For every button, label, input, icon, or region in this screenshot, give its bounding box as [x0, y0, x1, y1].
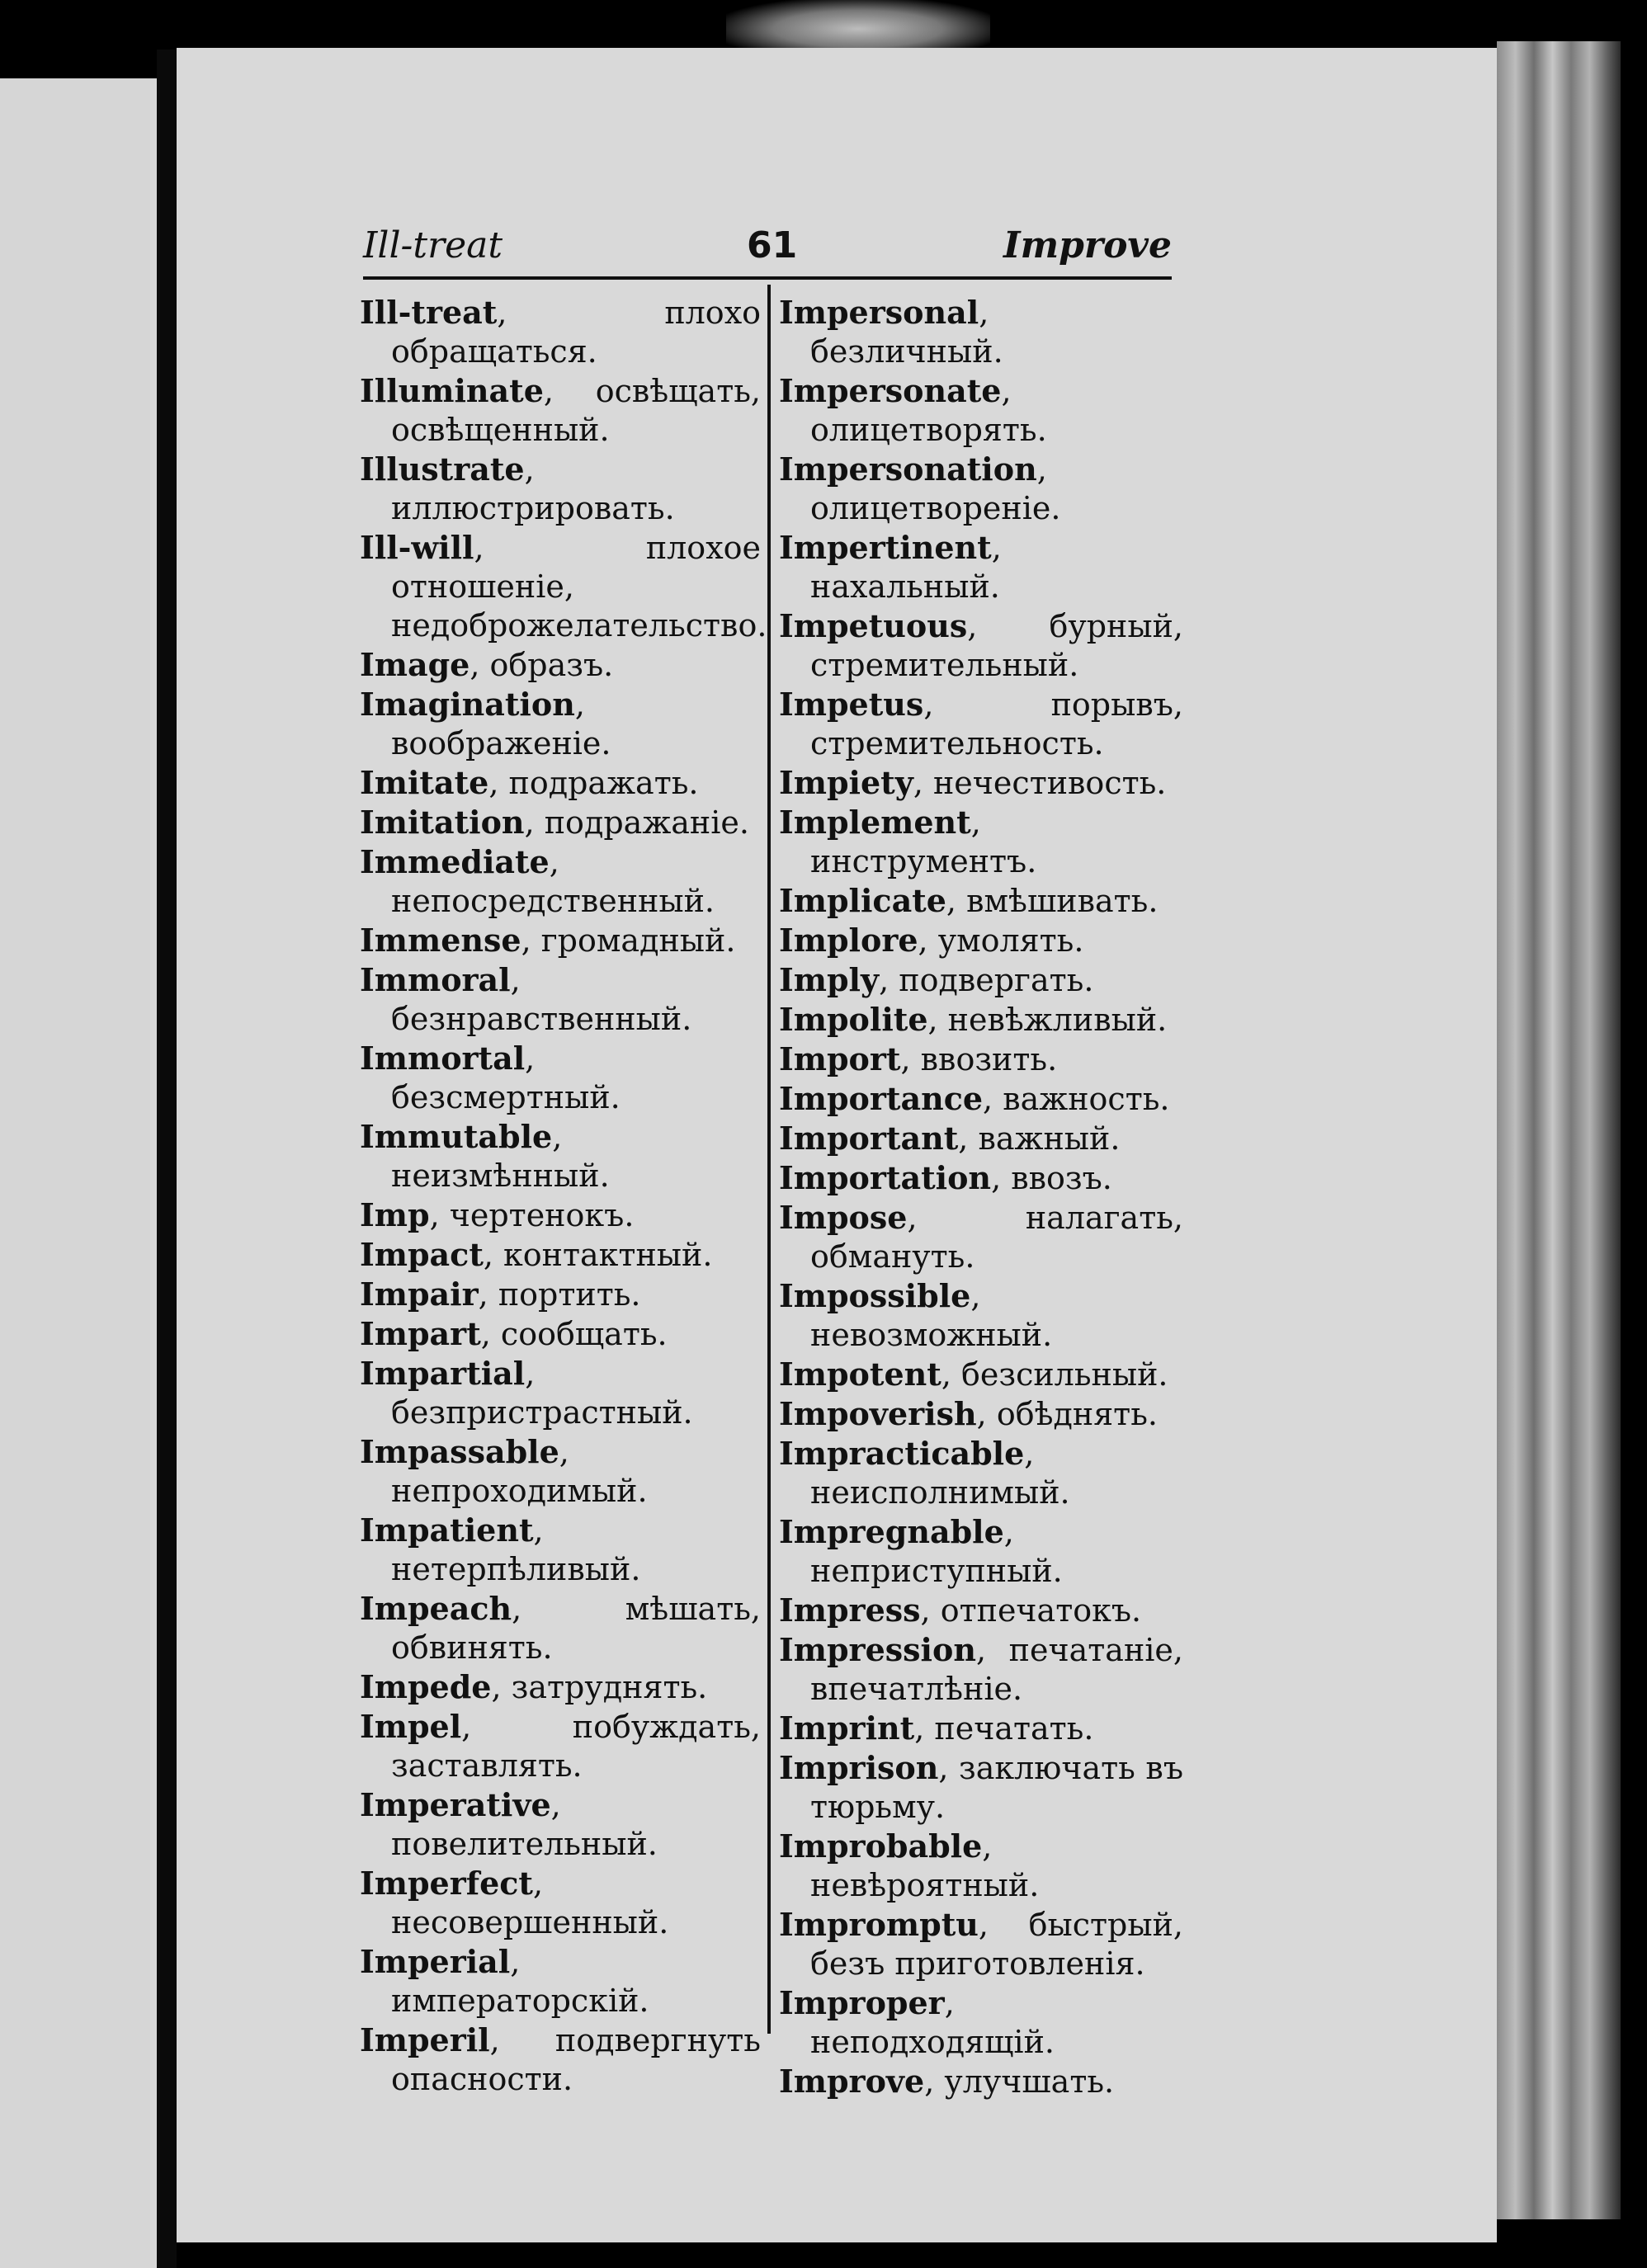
entry-headword: Image — [360, 646, 470, 683]
dictionary-entry: Immortal, безсмертный. — [360, 1040, 621, 1115]
entry-definition: непосредственный. — [391, 883, 715, 919]
entry-definition: повелительный. — [391, 1826, 658, 1862]
dictionary-entry: Impersonation, олицетворенie. — [779, 450, 1061, 526]
dictionary-entry: Improper, неподходящiй. — [779, 1984, 1055, 2060]
entry-definition: обѣднять. — [996, 1396, 1158, 1432]
entry-definition: подвергать. — [899, 962, 1094, 998]
dictionary-entry: Impede, затруднять. — [360, 1668, 708, 1705]
dictionary-entry: Impression, печатанie, впечатлѣнie. — [779, 1631, 1183, 1707]
entry-definition: отпечатокъ. — [940, 1592, 1142, 1629]
entry-headword: Import — [779, 1040, 901, 1077]
dictionary-entry: Impromptu, быстрый, безъ приготовленiя. — [779, 1906, 1183, 1982]
dictionary-entry: Impart, сообщать. — [360, 1315, 668, 1352]
entry-headword: Impact — [360, 1236, 484, 1273]
dictionary-entry: Imperative, повелительный. — [360, 1786, 658, 1862]
dictionary-entry: Impossible, невозможный. — [779, 1277, 1053, 1353]
entry-headword: Impersonal — [779, 294, 979, 331]
entry-definition: побуждать, заставлять. — [391, 1709, 761, 1784]
entry-headword: Imperative — [360, 1786, 551, 1823]
entry-headword: Impregnable — [779, 1513, 1004, 1550]
page-number: 61 — [747, 224, 798, 266]
dictionary-entry: Imprint, печатать. — [779, 1709, 1094, 1747]
entry-headword: Impiety — [779, 764, 913, 801]
guide-word-first: Ill-treat — [363, 224, 503, 266]
dictionary-entry: Impolite, невѣжливый. — [779, 1001, 1168, 1038]
dictionary-entry: Important, важный. — [779, 1120, 1121, 1157]
dictionary-entry: Impose, налагать, обмануть. — [779, 1199, 1183, 1275]
entry-definition: портить. — [498, 1276, 641, 1313]
dictionary-entry: Imperial, императорскiй. — [360, 1943, 649, 2019]
column-divider — [767, 285, 771, 2034]
entry-headword: Impotent — [779, 1356, 941, 1393]
dictionary-entry: Importation, ввозъ. — [779, 1159, 1112, 1196]
dictionary-entry: Immediate, непосредственный. — [360, 843, 715, 919]
entry-headword: Impassable — [360, 1433, 559, 1470]
entry-headword: Impoverish — [779, 1395, 977, 1432]
entry-headword: Impertinent — [779, 529, 992, 566]
entry-headword: Imitate — [360, 764, 489, 801]
entry-headword: Importance — [779, 1080, 984, 1117]
entry-definition: воображенie. — [391, 725, 611, 762]
dictionary-entry: Importance, важность. — [779, 1080, 1170, 1117]
dictionary-entry: Impoverish, обѣднять. — [779, 1395, 1158, 1432]
guide-word-last: Improve — [1003, 224, 1172, 266]
entry-headword: Imitation — [360, 804, 525, 841]
dictionary-entry: Imperil, подвергнуть опасности. — [360, 2021, 761, 2097]
entry-definition: подвергнуть опасности. — [391, 2022, 761, 2097]
dictionary-entry: Impress, отпечатокъ. — [779, 1591, 1142, 1629]
entry-definition: мѣшать, обвинять. — [391, 1591, 761, 1666]
entry-definition: нетерпѣливый. — [391, 1551, 641, 1587]
dictionary-entry: Illuminate, освѣщать, освѣщенный. — [360, 372, 761, 448]
dictionary-entry: Impersonal, безличный. — [779, 294, 1003, 370]
entry-definition: безсмертный. — [391, 1079, 621, 1115]
entry-headword: Imperil — [360, 2021, 490, 2058]
entry-headword: Ill-treat — [360, 294, 498, 331]
dictionary-entry: Impregnable, неприступный. — [779, 1513, 1063, 1589]
entry-definition: неизмѣнный. — [391, 1158, 610, 1194]
entry-headword: Imprint — [779, 1709, 915, 1747]
dictionary-entry: Illustrate, иллюстрировать. — [360, 450, 675, 526]
entry-headword: Improper — [779, 1984, 945, 2021]
dictionary-entry: Improbable, невѣроятный. — [779, 1827, 1040, 1903]
book-gutter — [157, 50, 177, 2268]
dictionary-entry: Implicate, вмѣшивать. — [779, 882, 1159, 919]
dictionary-entry: Imperfect, несовершенный. — [360, 1865, 669, 1940]
dictionary-entry: Impatient, нетерпѣливый. — [360, 1511, 641, 1587]
entry-headword: Imprison — [779, 1749, 939, 1786]
dictionary-entry: Impersonate, олицетворять. — [779, 372, 1047, 448]
dictionary-entry: Impetus, порывъ, стремительность. — [779, 686, 1183, 762]
entry-definition: вмѣшивать. — [966, 883, 1159, 919]
entry-definition: безпристрастный. — [391, 1394, 693, 1431]
entry-definition: императорскiй. — [391, 1983, 649, 2019]
entry-headword: Impersonation — [779, 450, 1037, 488]
dictionary-entry: Impassable, непроходимый. — [360, 1433, 648, 1509]
dictionary-entry: Impact, контактный. — [360, 1236, 713, 1273]
entry-definition: печатать. — [934, 1710, 1094, 1747]
dictionary-entry: Imitate, подражать. — [360, 764, 699, 801]
entry-headword: Impatient — [360, 1511, 534, 1549]
entry-headword: Immutable — [360, 1118, 553, 1155]
entry-definition: неприступный. — [810, 1553, 1063, 1589]
entry-definition: затруднять. — [511, 1669, 708, 1705]
entry-definition: чертенокъ. — [449, 1197, 635, 1233]
entry-headword: Illuminate — [360, 372, 544, 409]
entry-definition: умолять. — [937, 922, 1084, 959]
entry-headword: Impetus — [779, 686, 924, 723]
entry-headword: Imperfect — [360, 1865, 533, 1902]
entry-headword: Implicate — [779, 882, 946, 919]
entry-headword: Impolite — [779, 1001, 928, 1038]
entry-headword: Impede — [360, 1668, 492, 1705]
entry-definition: иллюстрировать. — [391, 490, 675, 526]
page-block-edge — [1497, 41, 1621, 2219]
entry-definition: нечестивость. — [932, 765, 1167, 801]
entry-definition: несовершенный. — [391, 1904, 669, 1940]
dictionary-entry: Impetuous, бурный, стремительный. — [779, 607, 1183, 683]
dictionary-entry: Image, образъ. — [360, 646, 614, 683]
entry-headword: Impel — [360, 1708, 462, 1745]
entry-definition: громадный. — [540, 922, 736, 959]
entry-headword: Improve — [779, 2063, 925, 2100]
dictionary-entry: Implore, умолять. — [779, 922, 1084, 959]
dictionary-entry: Import, ввозить. — [779, 1040, 1058, 1077]
entry-definition: невозможный. — [810, 1317, 1053, 1353]
dictionary-entry: Immoral, безнравственный. — [360, 961, 692, 1037]
dictionary-entry: Immense, громадный. — [360, 922, 736, 959]
dictionary-entry: Improve, улучшать. — [779, 2063, 1115, 2100]
dictionary-entry: Imp, чертенокъ. — [360, 1196, 635, 1233]
entry-headword: Implore — [779, 922, 918, 959]
dictionary-entry: Impiety, нечестивость. — [779, 764, 1167, 801]
entry-headword: Important — [779, 1120, 959, 1157]
entry-definition: ввозить. — [920, 1041, 1058, 1077]
right-column — [779, 293, 1183, 2101]
entry-headword: Illustrate — [360, 450, 525, 488]
entry-definition: безнравственный. — [391, 1001, 692, 1037]
entry-definition: неисполнимый. — [810, 1474, 1070, 1511]
dictionary-entry: Impotent, безсильный. — [779, 1356, 1168, 1393]
entry-headword: Imp — [360, 1196, 430, 1233]
entry-definition: бурный, стремительный. — [810, 608, 1183, 683]
entry-headword: Impersonate — [779, 372, 1002, 409]
entry-headword: Ill-will — [360, 529, 474, 566]
dictionary-entry: Ill-will, плохое отношенie, недоброжелательство. — [360, 529, 767, 644]
dictionary-entry: Impertinent, нахальный. — [779, 529, 1002, 605]
dictionary-entry: Imply, подвергать. — [779, 961, 1094, 998]
facing-page-edge — [0, 78, 157, 2268]
dictionary-entry: Imagination, воображенie. — [360, 686, 611, 762]
entry-definition: подражать. — [508, 765, 699, 801]
entry-definition: инструментъ. — [810, 843, 1037, 879]
dictionary-entry: Impel, побуждать, заставлять. — [360, 1708, 761, 1784]
entry-definition: олицетворять. — [810, 412, 1047, 448]
dictionary-entry: Impartial, безпристрастный. — [360, 1355, 693, 1431]
entry-definition: важность. — [1003, 1081, 1170, 1117]
entry-headword: Impress — [779, 1591, 921, 1629]
entry-definition: олицетворенie. — [810, 490, 1061, 526]
entry-headword: Impromptu — [779, 1906, 979, 1943]
entry-definition: порывъ, стремительность. — [810, 686, 1183, 762]
entry-definition: ввозъ. — [1011, 1160, 1112, 1196]
entry-headword: Improbable — [779, 1827, 983, 1865]
dictionary-entry: Ill-treat, плохо обращаться. — [360, 294, 761, 370]
entry-definition: печатанie, впечатлѣнie. — [810, 1632, 1183, 1707]
entry-definition: быстрый, безъ приготовленiя. — [810, 1907, 1183, 1982]
entry-definition: сообщать. — [500, 1316, 668, 1352]
entry-definition: налагать, обмануть. — [810, 1200, 1183, 1275]
entry-definition: контактный. — [503, 1237, 713, 1273]
entry-definition: нахальный. — [810, 568, 1000, 605]
entry-headword: Immediate — [360, 843, 550, 880]
entry-definition: неподходящiй. — [810, 2024, 1055, 2060]
dictionary-entry: Imitation, подражанie. — [360, 804, 749, 841]
entry-definition: невѣжливый. — [947, 1002, 1168, 1038]
entry-headword: Impracticable — [779, 1435, 1025, 1472]
entry-headword: Imperial — [360, 1943, 511, 1980]
entry-definition: плохое отношенie, недоброжелательство. — [391, 530, 767, 644]
entry-definition: освѣщать, освѣщенный. — [391, 373, 761, 448]
entry-headword: Imply — [779, 961, 880, 998]
entry-headword: Impair — [360, 1275, 479, 1313]
dictionary-entry: Impeach, мѣшать, обвинять. — [360, 1590, 761, 1666]
entry-headword: Immense — [360, 922, 521, 959]
entry-headword: Impartial — [360, 1355, 526, 1392]
entry-definition: невѣроятный. — [810, 1867, 1040, 1903]
entry-headword: Immortal — [360, 1040, 526, 1077]
entry-definition: важный. — [978, 1120, 1121, 1157]
entry-headword: Impossible — [779, 1277, 971, 1314]
entry-definition: заключать въ тюрьму. — [810, 1750, 1183, 1825]
entry-headword: Implement — [779, 804, 971, 841]
entry-definition: плохо обращаться. — [391, 295, 761, 370]
entry-definition: образъ. — [489, 647, 614, 683]
entry-headword: Impeach — [360, 1590, 512, 1627]
entry-definition: безличный. — [810, 333, 1003, 370]
dictionary-entry: Impair, портить. — [360, 1275, 641, 1313]
entry-definition: безсильный. — [960, 1356, 1168, 1393]
entry-headword: Impose — [779, 1199, 908, 1236]
dictionary-entry: Immutable, неизмѣнный. — [360, 1118, 610, 1194]
header-rule — [363, 276, 1172, 280]
entry-headword: Impression — [779, 1631, 976, 1668]
entry-definition: непроходимый. — [391, 1473, 648, 1509]
dictionary-entry: Imprison, заключать въ тюрьму. — [779, 1749, 1183, 1825]
dictionary-entry: Impracticable, неисполнимый. — [779, 1435, 1070, 1511]
entry-definition: подражанie. — [544, 804, 749, 841]
entry-headword: Imagination — [360, 686, 575, 723]
entry-headword: Impetuous — [779, 607, 968, 644]
entry-headword: Impart — [360, 1315, 481, 1352]
entry-definition: улучшать. — [944, 2063, 1115, 2100]
left-column — [360, 293, 767, 2099]
entry-headword: Importation — [779, 1159, 992, 1196]
entry-headword: Immoral — [360, 961, 511, 998]
running-head — [363, 213, 1172, 279]
dictionary-entry: Implement, инструментъ. — [779, 804, 1037, 879]
